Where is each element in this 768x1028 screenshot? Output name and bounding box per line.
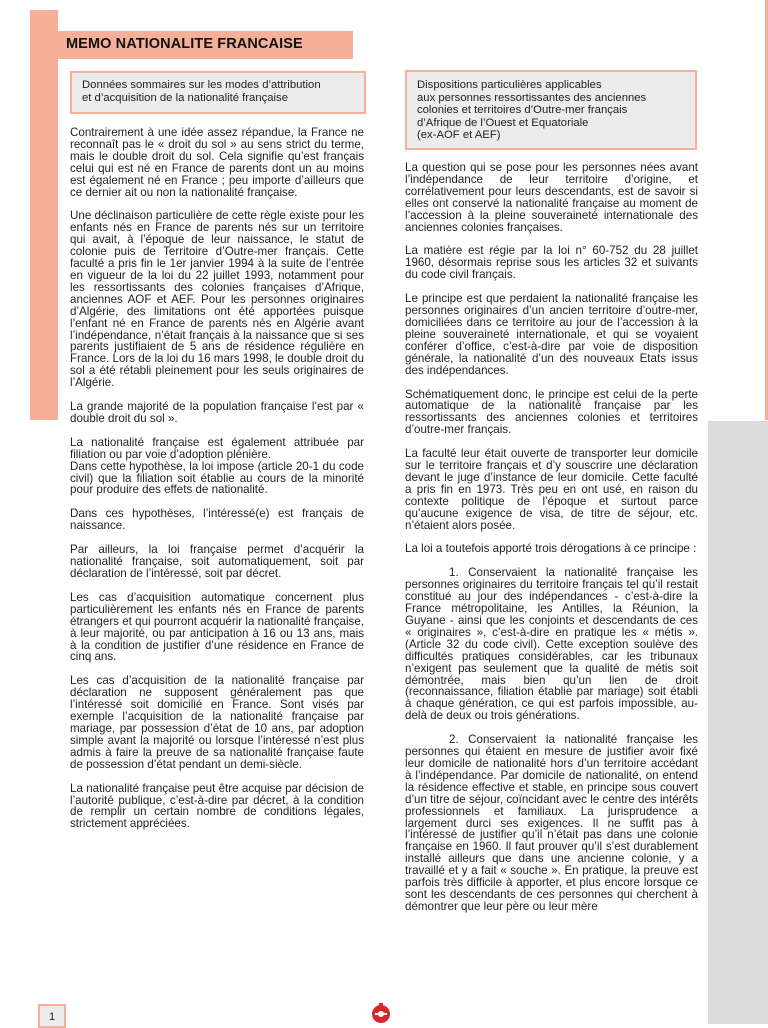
right-paragraph-8: 2. Conservaient la nationalité française les personnes qui étaient en mesure de justifier avoir fixé leur domicile de nationalité hors d’un territoire accédant à l’indépendance. Par domicile de nationalité, on entend la résidence effective et stable, en principe sous couvert d’un titre de séjour, coïncidant avec le centre des intérêts professionnels et familiaux. La jurisprudence a largement durci ses exigences. Il ne suffit pas à l’intéressé de justifier qu’il n’était pas dans une colonie française en 1960. Il faut prouver qu’il s’est durablement installé ailleurs que dans une ancienne colonie, y a travaillé et y a fait « souche ». En pratique, la preuve est parfois très difficile à apporter, et plus encore lorsque ce sont les descendants de ces personnes qui cherchent à démontrer que leur père ou leur mère: [405, 733, 698, 913]
summary-box-right-line-2: aux personnes ressortissantes des anciennes: [417, 91, 647, 104]
page-title: MEMO NATIONALITE FRANCAISE: [66, 36, 303, 52]
left-paragraph-1: Contrairement à une idée assez répandue, la France ne reconnaît pas le « droit du sol » au sens strict du terme, mais le double droit du sol. Cela signifie qu’est français celui qui est né en France de parents dont un au moins est également né en France ; peu importe d’ailleurs que ce dernier ait ou non la nationalité française.: [70, 126, 364, 199]
left-paragraph-4a: La nationalité française est également attribuée par filiation ou par voie d’adoption plénière.: [70, 435, 364, 461]
right-paragraph-3: Le principe est que perdaient la nationalité française les personnes originaires d’un ancien territoire d’outre-mer, domiciliées dans ce territoire au jour de l’accession à la pleine souveraineté internationale, et qui se voyaient conférer d’office, c’est-à-dire par voie de disposition générale, la nationalité d’un des nouveaux Etats issus des indépendances.: [405, 292, 698, 377]
left-accent-bar: [30, 10, 58, 420]
right-paragraph-2: La matière est régie par la loi n° 60-752 du 28 juillet 1960, désormais reprise sous les articles 32 et suivants du code civil français.: [405, 244, 698, 282]
page-number: 1: [38, 1004, 66, 1028]
left-paragraph-2: Une déclinaison particulière de cette règle existe pour les enfants nés en France de parents nés sur un territoire qui avait, à l’époque de leur naissance, le statut de colonie puis de Territoire d’Outre-mer français. Cette faculté a pris fin le 1er janvier 1994 à la suite de l’entrée en vigueur de la loi du 22 juillet 1993, notamment pour les ressortissants des colonies françaises d’Afrique, anciennes AOF et AEF. Pour les personnes originaires d’Algérie, des limitations ont été apportées puisque l’enfant né en France de parents nés en Algérie avant l’indépendance, n’était français à la naissance que si ses parents justifiaient de 5 ans de résidence régulière en France. Lors de la loi du 16 mars 1998, le double droit du sol a été rétabli pleinement pour les seuls originaires de l’Algérie.: [70, 209, 364, 390]
footer-logo-icon: [370, 1000, 392, 1024]
summary-box-right: [405, 70, 697, 150]
left-column: [70, 127, 364, 842]
right-paragraph-5: La faculté leur était ouverte de transporter leur domicile sur le territoire français et d’y souscrire une déclaration devant le juge d’instance de leur domicile. Cette faculté a pris fin en 1973. Très peu en ont usé, en raison du contexte politique de l’époque et surtout parce qu’aucune exigence de visa, de titre de séjour, etc. n’étaient alors posée.: [405, 447, 698, 532]
right-paragraph-1: La question qui se pose pour les personnes nées avant l’indépendance de leur territoire d’origine, et corrélativement pour leurs descendants, est de savoir si elles ont conservé la nationalité française au moment de l’accession à la pleine souveraineté internationale des anciennes colonies françaises.: [405, 161, 698, 234]
summary-box-left: [70, 71, 366, 114]
left-paragraph-3: La grande majorité de la population française l’est par « double droit du sol ».: [70, 400, 364, 425]
summary-box-left-line-1: Données sommaires sur les modes d’attribution: [82, 79, 321, 91]
left-paragraph-7: Les cas d’acquisition automatique concernent plus particulièrement les enfants nés en France de parents étrangers et qui pourront acquérir la nationalité française, à leur majorité, ou par anticipation à 16 ou 13 ans, mais à la condition de justifier d’une résidence en France de cinq ans.: [70, 590, 364, 664]
left-paragraph-8: Les cas d’acquisition de la nationalité française par déclaration ne supposent généralement pas que l’intéressé soit domicilié en France. Sont visés par exemple l’acquisition de la nationalité française par mariage, par possession d’état de 10 ans, par adoption simple avant la majorité ou lorsque l’intéressé n’est plus admis à faire la preuve de sa nationalité française faute de possession d’état pendant un demi-siècle.: [70, 674, 364, 771]
left-paragraph-9: La nationalité française peut être acquise par décision de l’autorité publique, c’est-à-dire par décret, à la condition de remplir un certain nombre de conditions légales, strictement appréciées.: [70, 781, 364, 831]
right-paragraph-4: Schématiquement donc, le principe est celui de la perte automatique de la nationalité française par les ressortissants des anciennes colonies et territoires d’outre-mer français.: [405, 387, 698, 437]
left-paragraph-4b: Dans cette hypothèse, la loi impose (article 20-1 du code civil) que la filiation soit établie au cours de la minorité pour produire des effets de nationalité.: [70, 459, 364, 497]
right-paragraph-6: La loi a toutefois apporté trois dérogations à ce principe :: [405, 542, 697, 556]
summary-box-right-line-1: Dispositions particulières applicables: [417, 79, 602, 91]
summary-box-left-line-2: et d’acquisition de la nationalité française: [82, 91, 288, 104]
summary-box-right-line-3: colonies et territoires d’Outre-mer français: [417, 104, 628, 116]
summary-box-right-line-5: (ex-AOF et AEF): [417, 129, 501, 141]
summary-box-right-line-4: d’Afrique de l’Ouest et Equatoriale: [417, 116, 589, 129]
left-paragraph-6: Par ailleurs, la loi française permet d’acquérir la nationalité française, soit automatiquement, soit par déclaration de l’intéressé, soit par décret.: [70, 543, 364, 580]
right-paragraph-7: 1. Conservaient la nationalité française les personnes originaires du territoire français tel qu’il restait constitué au jour des indépendances - c’est-à-dire la France métropolitaine, les Antilles, la Réunion, la Guyane - ainsi que les conjoints et descendants de ces « originaires », c’est-à-dire en pratique les « métis ». (Article 32 du code civil). Cette exception soulève des difficultés pratiques considérables, car les tribunaux n’exigent pas seulement que la qualité de métis soit démontrée, mais bien qu’un lien de droit (reconnaissance, filiation établie par mariage) soit établi à chaque génération, ce qui est parfois impossible, au-delà de deux ou trois générations.: [405, 566, 698, 723]
right-column: [405, 162, 698, 925]
left-paragraph-5: Dans ces hypothèses, l’intéressé(e) est français de naissance.: [70, 507, 364, 533]
side-gray-panel: [708, 421, 768, 1024]
